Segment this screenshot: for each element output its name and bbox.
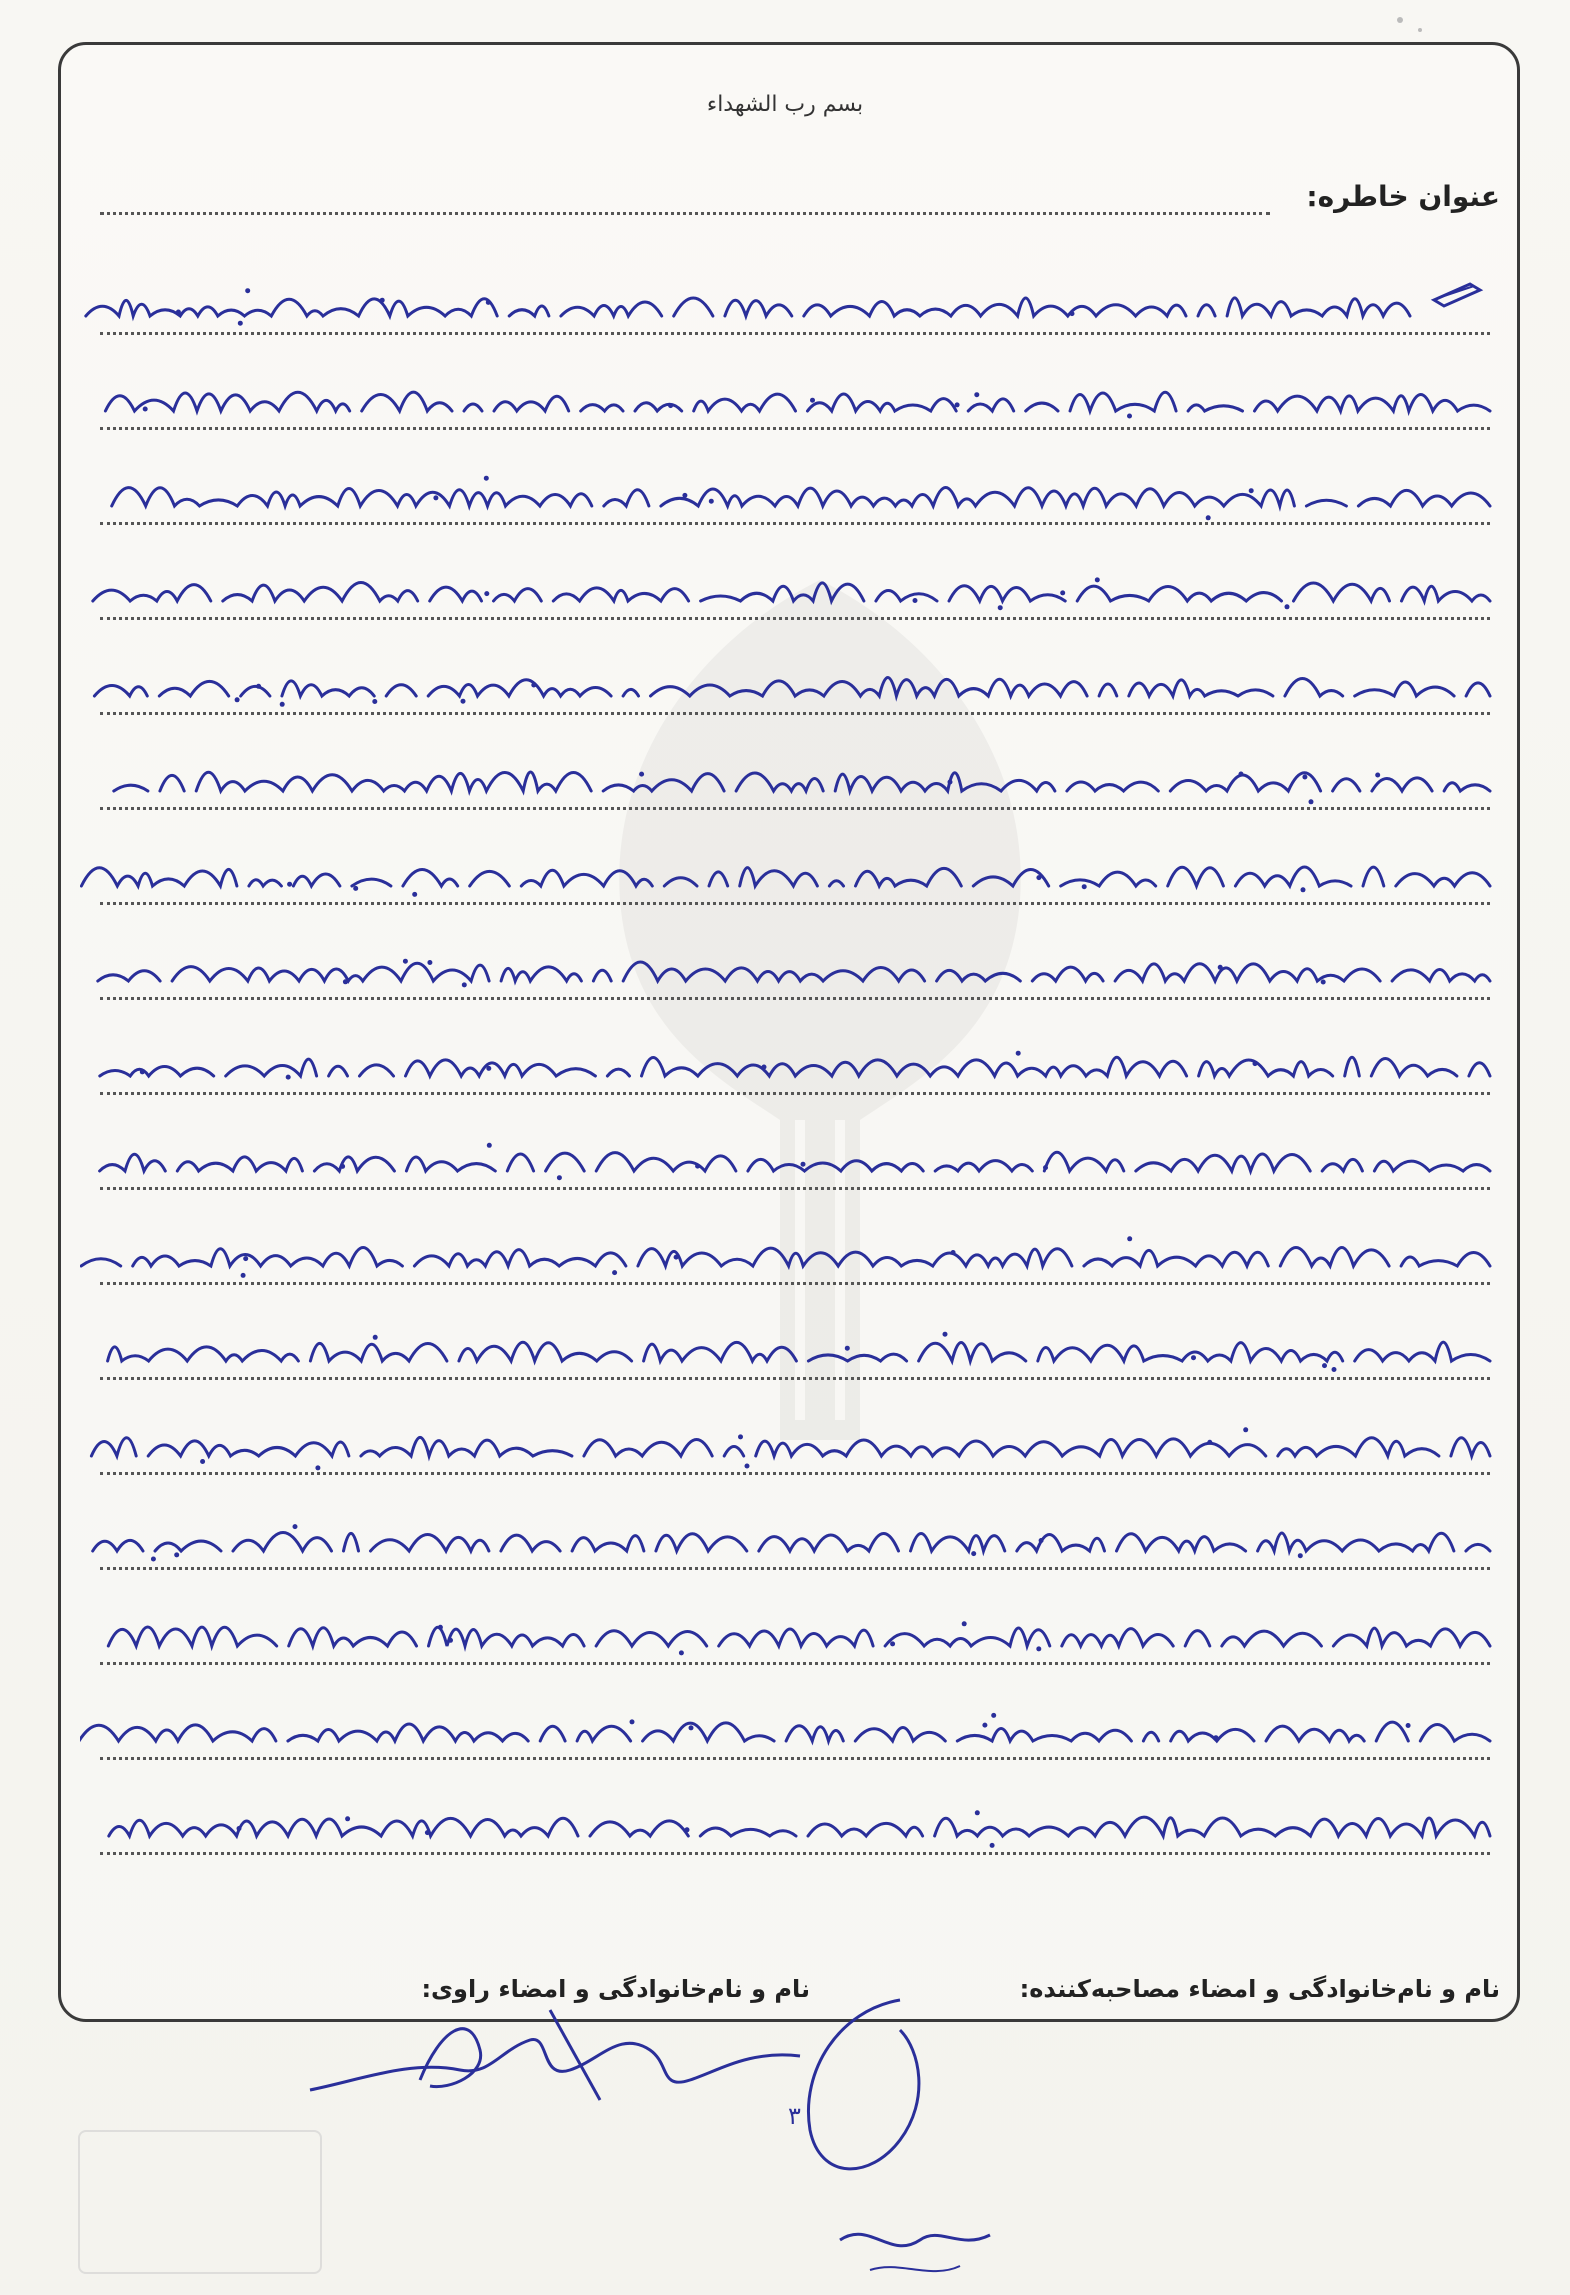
narrator-signature [300, 1990, 820, 2120]
handwriting-dot [427, 960, 432, 965]
handwriting-dot [243, 1256, 248, 1261]
handwriting-dot [1243, 1427, 1248, 1432]
page-header-invocation: بسم رب الشهداء [706, 92, 864, 117]
handwriting-dot [353, 886, 358, 891]
handwriting-dot [685, 1827, 690, 1832]
handwriting-dot [486, 1066, 491, 1071]
title-dotted-line [100, 212, 1270, 215]
narrator-signature-label: نام و نام‌خانوادگی و امضاء راوی: [421, 1975, 810, 2003]
handwriting-dot [1036, 875, 1041, 880]
handwriting-stroke [98, 962, 1490, 981]
handwriting-dot [1301, 887, 1306, 892]
handwriting-dot [1207, 1440, 1212, 1445]
handwriting-stroke [93, 583, 1490, 602]
handwriting-dot [484, 591, 489, 596]
ruled-dotted-line [100, 1472, 1490, 1475]
ruled-dotted-line [100, 1567, 1490, 1570]
handwriting-dot [1036, 1646, 1041, 1651]
handwriting-dot [679, 1650, 684, 1655]
handwriting-dot [438, 1625, 443, 1630]
ruled-dotted-line [100, 1187, 1490, 1190]
handwriting-dot [974, 392, 979, 397]
handwriting-dot [1191, 1355, 1196, 1360]
ruled-dotted-line [100, 1092, 1490, 1095]
handwriting-dot [612, 1270, 617, 1275]
handwriting-dot [151, 1557, 156, 1562]
handwriting-dot [462, 982, 467, 987]
handwriting-dot [403, 959, 408, 964]
handwriting-dot [1298, 1553, 1303, 1558]
handwriting-dot [674, 1255, 679, 1260]
handwriting-dot [412, 892, 417, 897]
handwriting-stroke [97, 1817, 1490, 1836]
handwriting-stroke [80, 1722, 1490, 1741]
handwriting-dot [1127, 414, 1132, 419]
handwriting-dot [738, 1434, 743, 1439]
handwriting-dot [745, 1464, 750, 1469]
handwriting-dot [762, 1065, 767, 1070]
handwriting-stroke [108, 1342, 1490, 1361]
handwriting-stroke [91, 1437, 1490, 1456]
handwriting-dot [345, 1816, 350, 1821]
handwriting-stroke [105, 392, 1490, 411]
handwriting-dot [695, 1164, 700, 1169]
handwriting-dot [943, 1332, 948, 1337]
handwriting-stroke [80, 298, 1410, 316]
handwriting-dot [1070, 311, 1075, 316]
handwriting-dot [235, 697, 240, 702]
handwriting-dot [461, 699, 466, 704]
handwriting-dot [1218, 965, 1223, 970]
handwriting-dot [380, 298, 385, 303]
handwriting-stroke [100, 488, 1490, 506]
handwriting-dot [200, 1459, 205, 1464]
handwriting-dot [1322, 1363, 1327, 1368]
handwriting-dot [1253, 1061, 1258, 1066]
handwriting-dot [1321, 980, 1326, 985]
ruled-dotted-line [100, 427, 1490, 430]
handwriting-dot [991, 1713, 996, 1718]
handwriting-dot [971, 1551, 976, 1556]
handwriting-dot [531, 683, 536, 688]
handwriting-dot [372, 699, 377, 704]
handwriting-dot [143, 407, 148, 412]
handwriting-dot [238, 321, 243, 326]
ruled-dotted-line [100, 997, 1490, 1000]
handwriting-dot [962, 1621, 967, 1626]
handwriting-dot [668, 403, 673, 408]
handwriting-stroke [81, 1248, 1490, 1267]
handwriting-dot [1039, 1538, 1044, 1543]
handwriting-dot [975, 1810, 980, 1815]
memoir-title-label: عنوان خاطره: [1306, 180, 1500, 213]
handwriting-dot [639, 772, 644, 777]
handwriting-dot [241, 1273, 246, 1278]
ruled-dotted-line [100, 807, 1490, 810]
ruled-dotted-line [100, 712, 1490, 715]
handwriting-dot [1375, 773, 1380, 778]
ruled-dotted-line [100, 1662, 1490, 1665]
interviewer-signature-label: نام و نام‌خانوادگی و امضاء مصاحبه‌کننده: [1019, 1975, 1500, 2003]
handwriting-dot [433, 495, 438, 500]
handwriting-dot [1127, 1236, 1132, 1241]
handwriting-dot [286, 1075, 291, 1080]
handwriting-dot [315, 1465, 320, 1470]
handwriting-dot [1332, 1367, 1337, 1372]
handwriting-dot [1309, 799, 1314, 804]
handwriting-dot [245, 288, 250, 293]
handwriting-dot [845, 1346, 850, 1351]
handwriting-dot [1406, 1723, 1411, 1728]
interviewer-signature [780, 1990, 1040, 2290]
handwriting-dot [237, 1826, 242, 1831]
handwriting-stroke [108, 1627, 1490, 1646]
handwriting-dot [487, 1143, 492, 1148]
handwriting-dot [1249, 488, 1254, 493]
handwriting-dot [990, 1843, 995, 1848]
handwriting-stroke [94, 678, 1490, 697]
handwriting-dot [689, 1725, 694, 1730]
handwriting-stroke [100, 1152, 1490, 1171]
ruled-dotted-line [100, 1757, 1490, 1760]
handwriting-dot [1095, 577, 1100, 582]
page-number: ۳ [788, 2102, 801, 2130]
handwriting-dot [174, 1552, 179, 1557]
ruled-dotted-line [100, 1282, 1490, 1285]
handwriting-dot [373, 1335, 378, 1340]
handwriting-dot [955, 402, 960, 407]
handwriting-dot [1285, 604, 1290, 609]
handwriting-dot [340, 1164, 345, 1169]
ruled-dotted-line [100, 1852, 1490, 1855]
handwriting-dot [448, 1638, 453, 1643]
handwriting-dot [1082, 884, 1087, 889]
handwriting-dot [484, 476, 489, 481]
handwriting-dot [1060, 590, 1065, 595]
handwriting-dot [948, 780, 953, 785]
handwriting-dot [709, 499, 714, 504]
ruled-dotted-line [100, 522, 1490, 525]
handwriting-dot [140, 1069, 145, 1074]
handwriting-dot [1016, 1051, 1021, 1056]
faint-stamp-mark [78, 2130, 322, 2274]
handwriting-dot [176, 310, 181, 315]
handwriting-dot [293, 1524, 298, 1529]
handwriting-dot [287, 882, 292, 887]
handwriting-stroke [102, 772, 1490, 791]
handwriting-dot [951, 1250, 956, 1255]
handwriting-dot [1302, 775, 1307, 780]
handwriting-dot [1043, 1165, 1048, 1170]
handwriting-dot [1239, 772, 1244, 777]
handwriting-dot [486, 300, 491, 305]
ruled-dotted-line [100, 902, 1490, 905]
handwriting-stroke [93, 1533, 1490, 1552]
handwriting-dot [280, 702, 285, 707]
handwriting-dot [682, 493, 687, 498]
handwriting-dot [343, 979, 348, 984]
handwriting-dot [801, 1162, 806, 1167]
handwriting-stroke [81, 867, 1490, 886]
handwriting-dot [998, 605, 1003, 610]
ruled-dotted-line [100, 1377, 1490, 1380]
handwriting-dot [256, 684, 261, 689]
handwriting-stroke [100, 1057, 1490, 1076]
ruled-dotted-line [100, 332, 1490, 335]
scan-speck-marks [1390, 10, 1450, 50]
handwriting-dot [982, 1723, 987, 1728]
handwriting-dot [1206, 515, 1211, 520]
handwriting-dot [630, 1719, 635, 1724]
ruled-dotted-line [100, 617, 1490, 620]
handwriting-dot [1213, 1735, 1218, 1740]
handwriting-dot [557, 1175, 562, 1180]
handwriting-dot [913, 598, 918, 603]
handwriting-dot [890, 1641, 895, 1646]
handwriting-dot [425, 1830, 430, 1835]
handwriting-dot [810, 398, 815, 403]
